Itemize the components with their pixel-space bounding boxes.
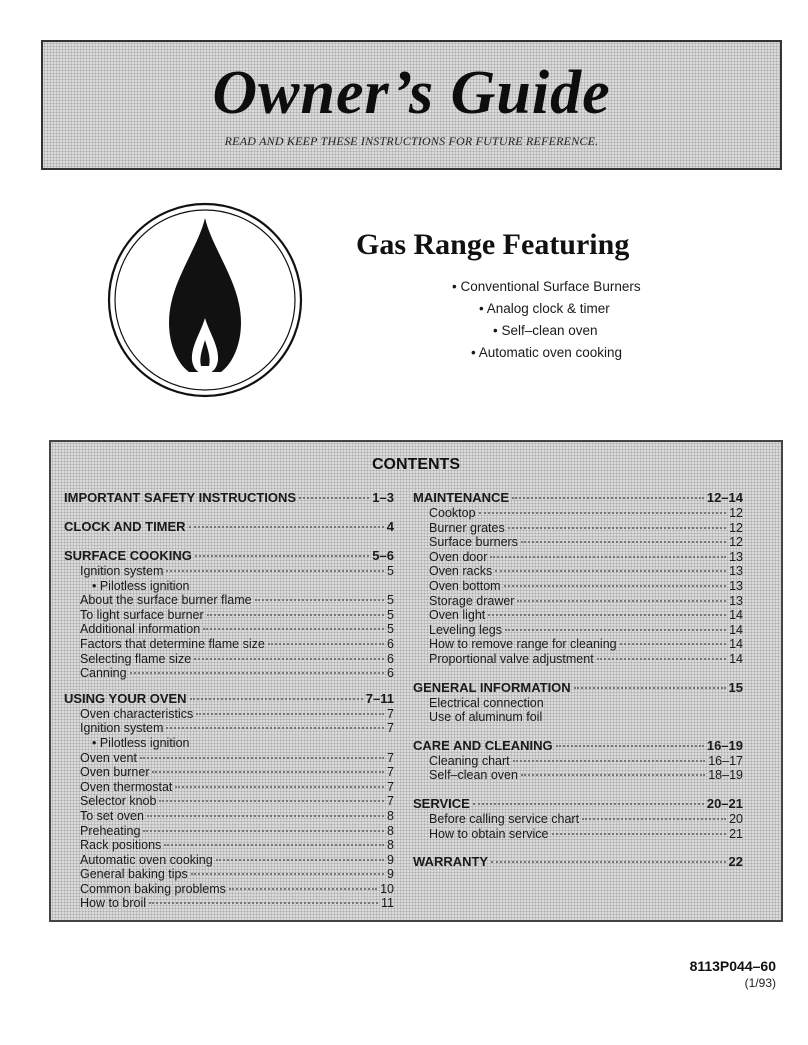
toc-leader-dots (229, 888, 377, 890)
toc-gap (413, 667, 743, 680)
toc-entry-label: CLOCK AND TIMER (64, 519, 186, 534)
toc-leader-dots (189, 526, 384, 528)
toc-entry-label: Oven bottom (429, 578, 501, 593)
toc-entry-label: Cleaning chart (429, 753, 510, 768)
toc-section-entry (64, 490, 394, 506)
toc-section-entry (64, 548, 394, 564)
toc-entry (64, 882, 394, 897)
toc-entry-page: 16–17 (708, 753, 743, 768)
toc-entry (64, 707, 394, 722)
toc-entry-label: SERVICE (413, 795, 470, 811)
toc-entry-page: 10 (380, 881, 394, 896)
toc-gap (64, 535, 394, 548)
toc-entry-page: 7 (387, 779, 394, 794)
toc-section-entry (413, 490, 743, 506)
toc-entry (413, 579, 743, 594)
flame-icon (105, 200, 305, 400)
toc-leader-dots (495, 570, 726, 572)
contents-title: CONTENTS (372, 456, 460, 473)
toc-leader-dots (620, 643, 726, 645)
toc-entry-page: 12–14 (706, 490, 743, 505)
toc-entry-page: 9 (387, 852, 394, 867)
toc-entry-page: 14 (729, 637, 743, 652)
document-date: (1/93) (744, 976, 776, 990)
toc-leader-dots (597, 658, 726, 660)
toc-leader-dots (175, 786, 384, 788)
toc-entry (413, 550, 743, 565)
feature-item: • Self–clean oven (493, 323, 598, 338)
toc-section-entry (64, 519, 394, 535)
toc-entry-label: Oven vent (80, 750, 137, 765)
toc-entry-page: 18–19 (708, 768, 743, 783)
feature-item: • Automatic oven cooking (471, 345, 623, 360)
toc-leader-dots (195, 555, 369, 557)
toc-entry (413, 506, 743, 521)
toc-leader-dots (513, 760, 706, 762)
toc-entry-page: 7 (387, 794, 394, 809)
toc-entry-label: How to remove range for cleaning (429, 637, 617, 652)
toc-entry-page: 14 (729, 651, 743, 666)
toc-entry-label: Rack positions (80, 838, 162, 853)
toc-right-column (413, 490, 743, 870)
toc-entry (64, 765, 394, 780)
toc-entry (64, 593, 394, 608)
toc-section-entry (413, 796, 743, 812)
toc-entry-label: How to broil (80, 896, 146, 911)
toc-entry (64, 608, 394, 623)
toc-entry-label: Additional information (80, 622, 201, 637)
toc-leader-dots (556, 745, 704, 747)
toc-entry (413, 564, 743, 579)
toc-entry (64, 809, 394, 824)
toc-entry-label: Before calling service chart (429, 811, 580, 826)
toc-entry-page: 20 (729, 811, 743, 826)
toc-entry-label: Oven characteristics (80, 706, 194, 721)
toc-entry-page: 21 (729, 826, 743, 841)
toc-entry (64, 751, 394, 766)
toc-entry-page: 11 (381, 896, 394, 911)
toc-entry-page: 6 (387, 651, 394, 666)
toc-entry-label: IMPORTANT SAFETY INSTRUCTIONS (64, 490, 297, 505)
toc-entry (64, 838, 394, 853)
toc-entry-label: USING YOUR OVEN (64, 690, 187, 706)
toc-entry (64, 666, 394, 681)
toc-leader-dots (143, 830, 384, 832)
toc-section-entry (413, 680, 743, 696)
toc-entry-page: 12 (729, 535, 743, 550)
toc-entry-page: 5 (387, 622, 394, 637)
toc-leader-dots (166, 570, 384, 572)
toc-entry-label: Burner grates (429, 520, 505, 535)
toc-leader-dots (491, 861, 725, 863)
toc-entry-label: Self–clean oven (429, 768, 518, 783)
toc-gap (413, 841, 743, 854)
toc-entry-page: 5–6 (372, 548, 394, 563)
toc-entry (64, 564, 394, 579)
toc-entry-label: Storage drawer (429, 593, 515, 608)
guide-subtitle: READ AND KEEP THESE INSTRUCTIONS FOR FUTURE REFERENCE. (224, 134, 599, 148)
toc-leader-dots (190, 698, 363, 700)
toc-leader-dots (216, 859, 384, 861)
toc-entry (64, 867, 394, 882)
toc-entry (413, 535, 743, 550)
toc-entry-page: 7 (387, 706, 394, 721)
toc-leader-dots (479, 512, 727, 514)
toc-entry-label: Selecting flame size (80, 651, 192, 666)
toc-leader-dots (130, 672, 384, 674)
toc-section-entry (64, 691, 394, 707)
toc-leader-dots (194, 658, 384, 660)
toc-entry (413, 637, 743, 652)
toc-entry (64, 579, 394, 594)
toc-entry-label: SURFACE COOKING (64, 548, 192, 563)
toc-section-entry (413, 854, 743, 870)
toc-entry-label: Oven thermostat (80, 779, 173, 794)
toc-entry-label: Preheating (80, 823, 141, 838)
toc-entry (413, 827, 743, 842)
toc-leader-dots (299, 497, 369, 499)
toc-leader-dots (505, 629, 726, 631)
toc-leader-dots (521, 541, 726, 543)
toc-entry-page: 4 (386, 519, 394, 534)
toc-leader-dots (268, 643, 384, 645)
toc-entry-page: 7 (387, 721, 394, 736)
toc-entry (413, 608, 743, 623)
toc-entry-label: Electrical connection (429, 695, 544, 710)
toc-entry-label: Factors that determine flame size (80, 636, 265, 651)
toc-entry-label: About the surface burner flame (80, 593, 252, 608)
toc-entry-page: 1–3 (372, 490, 394, 505)
toc-leader-dots (147, 815, 384, 817)
toc-leader-dots (207, 614, 384, 616)
toc-entry (64, 721, 394, 736)
toc-leader-dots (255, 599, 384, 601)
document-code: 8113P044–60 (689, 958, 776, 974)
toc-leader-dots (488, 614, 726, 616)
product-heading: Gas Range Featuring (356, 228, 630, 261)
toc-entry-page: 15 (728, 679, 743, 695)
toc-entry-label: WARRANTY (413, 854, 489, 870)
toc-entry-page: 22 (728, 854, 743, 870)
toc-entry (413, 812, 743, 827)
toc-entry-label: Canning (80, 666, 127, 681)
toc-entry-label: • Pilotless ignition (92, 578, 190, 593)
toc-leader-dots (152, 771, 384, 773)
toc-entry (64, 637, 394, 652)
toc-entry-page: 12 (729, 520, 743, 535)
toc-entry-label: Oven light (429, 608, 486, 623)
toc-entry-label: General baking tips (80, 867, 188, 882)
toc-entry-label: MAINTENANCE (413, 490, 510, 505)
header-band (41, 40, 782, 170)
toc-entry-page: 9 (387, 867, 394, 882)
toc-entry-page: 6 (387, 636, 394, 651)
toc-leader-dots (552, 833, 727, 835)
toc-entry-label: Automatic oven cooking (80, 852, 213, 867)
toc-entry (64, 853, 394, 868)
toc-leader-dots (504, 585, 727, 587)
toc-leader-dots (164, 844, 384, 846)
toc-entry (413, 696, 743, 711)
toc-entry (64, 622, 394, 637)
toc-entry-page: 7 (387, 750, 394, 765)
toc-entry-page: 8 (387, 808, 394, 823)
toc-entry (413, 521, 743, 536)
toc-leader-dots (140, 757, 384, 759)
toc-entry (64, 824, 394, 839)
toc-entry-page: 7 (387, 765, 394, 780)
toc-left-column (64, 490, 394, 911)
toc-entry-page: 14 (729, 608, 743, 623)
toc-entry-label: GENERAL INFORMATION (413, 679, 571, 695)
toc-leader-dots (508, 527, 726, 529)
toc-entry-page: 16–19 (706, 737, 743, 753)
toc-entry-page: 6 (387, 666, 394, 681)
toc-leader-dots (166, 727, 384, 729)
toc-entry (413, 652, 743, 667)
toc-entry-label: To set oven (80, 808, 144, 823)
toc-entry (64, 736, 394, 751)
toc-gap (413, 783, 743, 796)
toc-entry-page: 13 (729, 549, 743, 564)
toc-entry-label: Ignition system (80, 564, 164, 578)
toc-entry-label: Common baking problems (80, 881, 226, 896)
toc-entry (413, 768, 743, 783)
toc-entry-page: 5 (387, 607, 394, 622)
toc-entry-page: 20–21 (706, 795, 743, 811)
toc-leader-dots (149, 902, 378, 904)
toc-leader-dots (521, 774, 705, 776)
toc-entry-label: Oven burner (80, 765, 150, 780)
toc-entry-page: 14 (729, 622, 743, 637)
feature-item: • Conventional Surface Burners (452, 279, 641, 294)
toc-leader-dots (512, 497, 704, 499)
toc-leader-dots (582, 818, 726, 820)
toc-entry (64, 652, 394, 667)
toc-entry (64, 780, 394, 795)
toc-leader-dots (473, 803, 704, 805)
toc-entry-page: 13 (729, 578, 743, 593)
toc-leader-dots (203, 628, 384, 630)
toc-entry-page: 13 (729, 593, 743, 608)
toc-entry-page: 5 (387, 564, 394, 578)
toc-leader-dots (574, 687, 726, 689)
toc-entry (413, 710, 743, 725)
toc-leader-dots (191, 873, 384, 875)
guide-title: Owner’s Guide (212, 59, 611, 127)
toc-entry (413, 623, 743, 638)
toc-entry-page: 7–11 (365, 690, 394, 706)
toc-entry-label: How to obtain service (429, 826, 549, 841)
toc-entry-label: Cooktop (429, 506, 476, 520)
feature-item: • Analog clock & timer (479, 301, 610, 316)
toc-entry (413, 754, 743, 769)
toc-entry-label: • Pilotless ignition (92, 735, 190, 750)
toc-entry-page: 5 (387, 593, 394, 608)
toc-entry-label: Leveling legs (429, 622, 502, 637)
toc-entry-label: Selector knob (80, 794, 157, 809)
toc-entry (64, 896, 394, 911)
toc-leader-dots (159, 800, 384, 802)
toc-entry-label: Surface burners (429, 535, 518, 550)
toc-leader-dots (490, 556, 726, 558)
toc-entry-label: Ignition system (80, 721, 164, 736)
toc-entry-label: CARE AND CLEANING (413, 737, 553, 753)
toc-entry-page: 8 (387, 838, 394, 853)
toc-entry-label: Oven racks (429, 564, 493, 579)
toc-gap (413, 725, 743, 738)
toc-entry (64, 794, 394, 809)
toc-entry-label: Oven door (429, 549, 488, 564)
toc-entry-page: 12 (729, 506, 743, 520)
toc-entry-page: 8 (387, 823, 394, 838)
toc-gap (64, 681, 394, 691)
toc-leader-dots (517, 600, 726, 602)
toc-entry-label: To light surface burner (80, 607, 204, 622)
toc-entry-label: Use of aluminum foil (429, 710, 543, 725)
toc-entry-page: 13 (729, 564, 743, 579)
toc-entry (413, 594, 743, 609)
contents-box (49, 440, 783, 922)
toc-entry-label: Proportional valve adjustment (429, 651, 594, 666)
toc-leader-dots (196, 713, 384, 715)
toc-gap (64, 506, 394, 519)
toc-section-entry (413, 738, 743, 754)
